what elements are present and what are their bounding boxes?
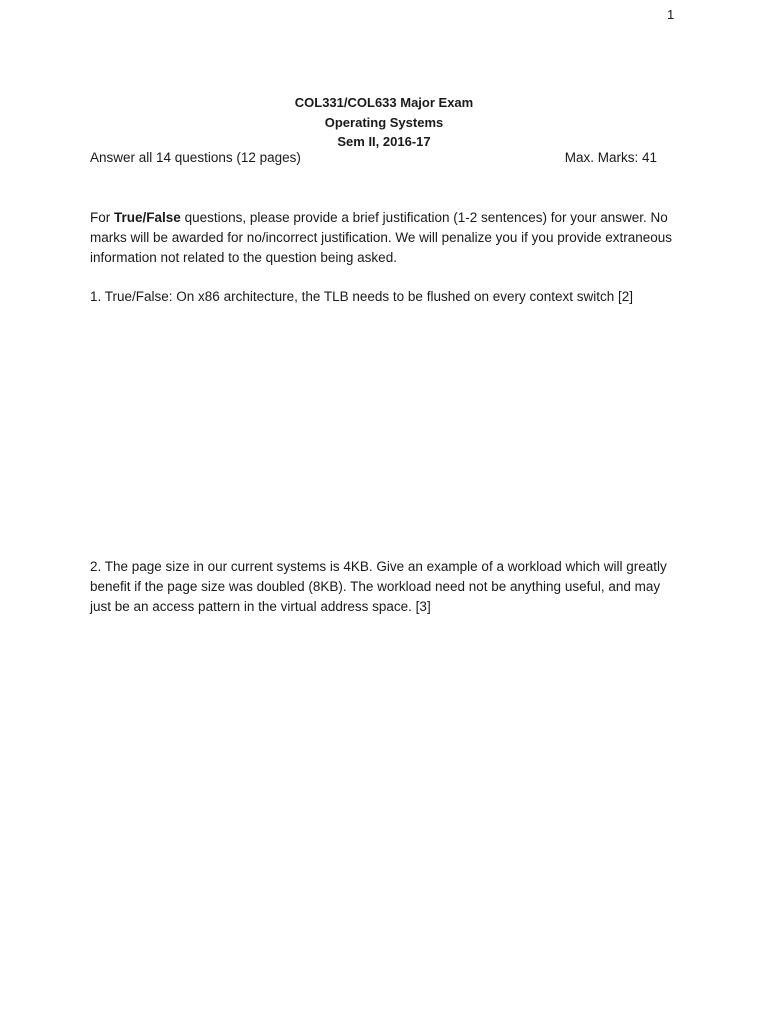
exam-title-block: [0, 93, 768, 152]
page-number: 1: [667, 7, 675, 22]
instructions-body: questions, please provide a brief justification (1-2 sentences) for your answer. No marks will be awarded for no/incorrect justification. We will penalize you if you provide extraneous information not related to the question being asked.: [90, 210, 673, 265]
instructions-bold-term: True/False: [114, 210, 181, 225]
question-1: 1. True/False: On x86 architecture, the TLB needs to be flushed on every context switch [2]: [90, 289, 634, 304]
max-marks: Max. Marks: 41: [564, 150, 657, 165]
instructions-paragraph: [90, 208, 680, 267]
question-count-note: Answer all 14 questions (12 pages): [90, 150, 301, 165]
exam-meta-row: [90, 150, 657, 165]
course-title: COL331/COL633 Major Exam: [294, 95, 474, 110]
instructions-prefix: For: [90, 210, 115, 225]
subject-title: Operating Systems: [324, 114, 444, 130]
question-2: 2. The page size in our current systems is 4KB. Give an example of a workload which will greatly benefit if the page size was doubled (8KB). The workload need not be anything useful, and may just be an access pattern in the virtual address space. [3]: [90, 559, 667, 614]
semester-title: Sem II, 2016-17: [337, 134, 431, 149]
